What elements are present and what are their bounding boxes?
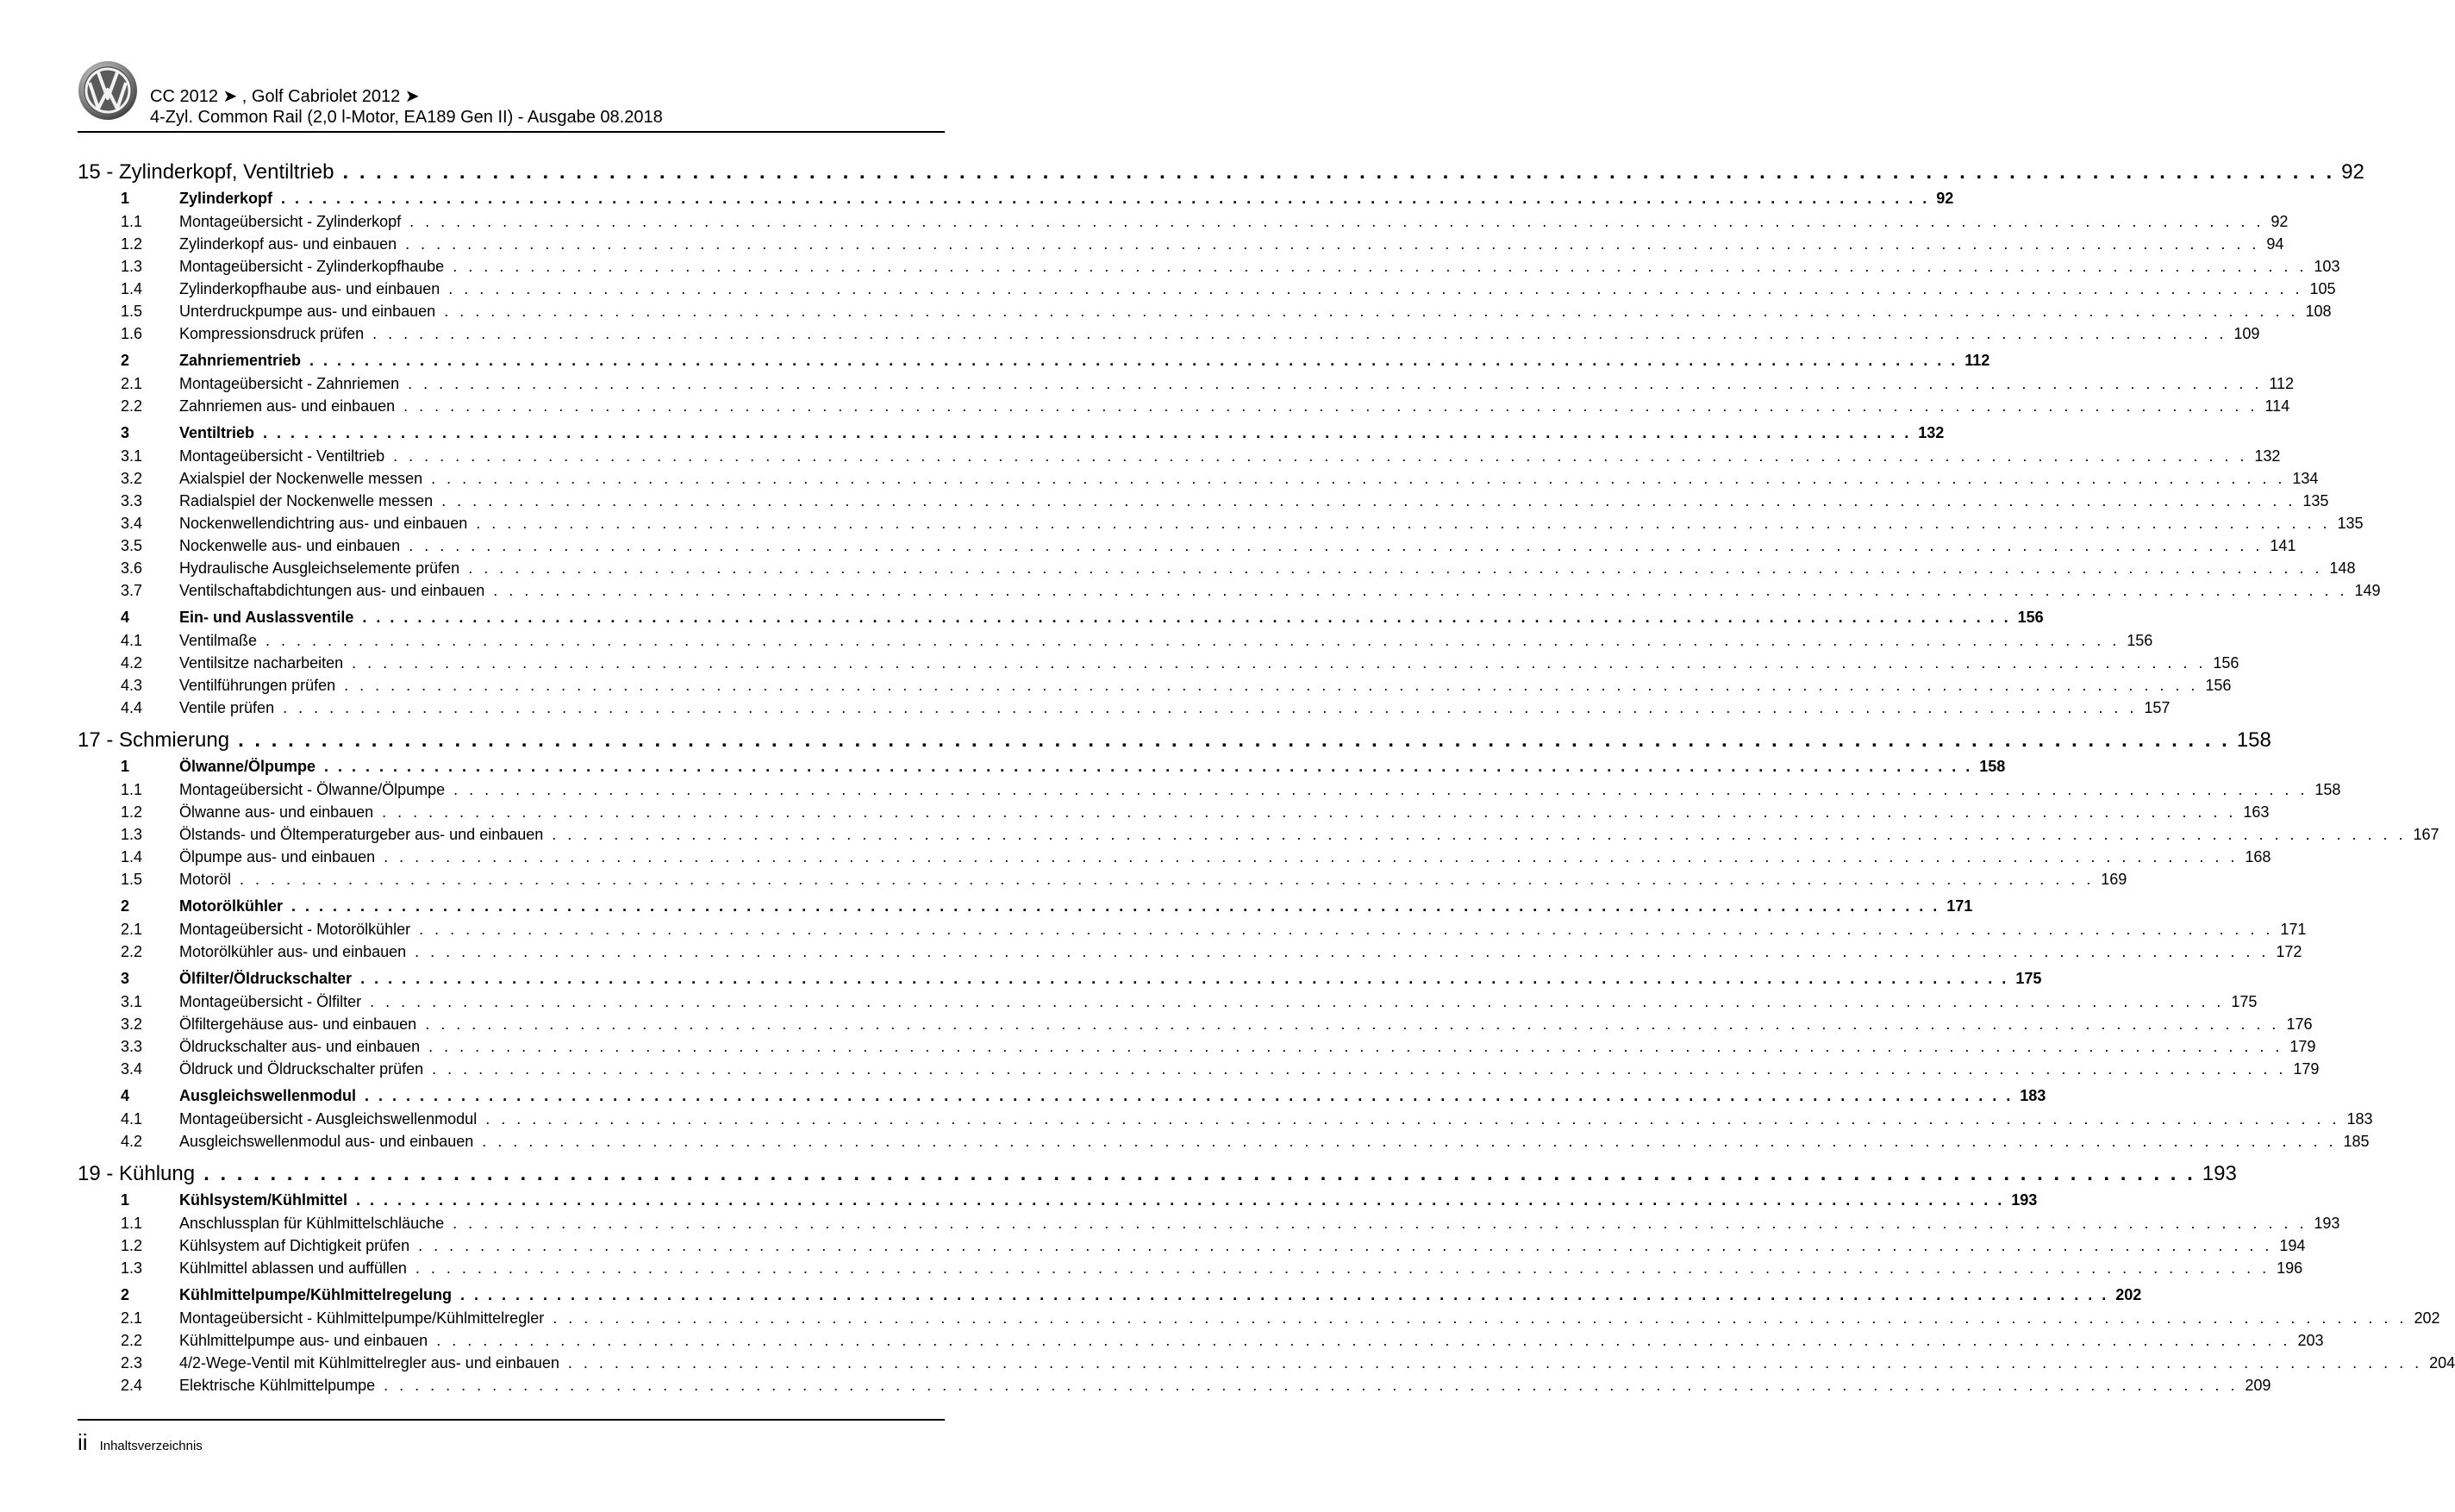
toc-page-number: 202 [2414, 1309, 2440, 1327]
toc-title: Motorölkühler aus- und einbauen [179, 943, 407, 960]
toc-page-number: 157 [2144, 699, 2171, 716]
toc-number: 3.2 [121, 470, 143, 487]
toc-title: Radialspiel der Nockenwelle messen [179, 492, 434, 509]
toc-title: Zylinderkopfhaube aus- und einbauen [179, 280, 440, 297]
document-header [150, 86, 663, 128]
toc-dot-leader: . . . . . . . . . . . . . . . . . . . . . . . . . . . . . . . . . . . . . . . . . . . . . . . . . . . . . . . . . . . . . . . . . . . . . . . . . . . . . . . . . . . . . . . . . . . . . . . . . . . . . . . . . . . . . . . . . . . . . . . . [409, 213, 2264, 230]
toc-entry[interactable] [78, 375, 2295, 397]
toc-entry[interactable] [78, 677, 2232, 699]
toc-dot-leader: . . . . . . . . . . . . . . . . . . . . . . . . . . . . . . . . . . . . . . . . . . . . . . . . . . . . . . . . . . . . . . . . . . . . . . . . . . . . . . . . . . . . . . . . . . . . . . . . . . . . . . . . . . . . . . . . . . . . . . . . [415, 943, 2270, 960]
toc-number: 3.7 [121, 582, 143, 599]
toc-title: Hydraulische Ausgleichselemente prüfen [179, 559, 460, 577]
toc-entry[interactable] [78, 258, 2340, 280]
toc-page-number: 168 [2245, 848, 2271, 865]
vw-logo-icon [78, 60, 138, 121]
toc-dot-leader: . . . . . . . . . . . . . . . . . . . . . . . . . . . . . . . . . . . . . . . . . . . . . . . . . . . . . . . . . . . . . . . . . . . . . . . . . . . . . . . . . . . . . . . . . . . . . . . . . . . . . . . . . . . . . . . . . . . . . . . . [419, 921, 2274, 938]
toc-dot-leader: . . . . . . . . . . . . . . . . . . . . . . . . . . . . . . . . . . . . . . . . . . . . . . . . . . . . . . . . . . . . . . . . . . . . . . . . . . . . . . . . . . . . . . . . . . . . . . . . . . . . . . . . . . . . . . . . . . . . . . . . [453, 1215, 2308, 1232]
toc-entry[interactable] [78, 280, 2336, 303]
toc-dot-leader: . . . . . . . . . . . . . . . . . . . . . . . . . . . . . . . . . . . . . . . . . . . . . . . . . . . . . . . . . . . . . . . . . . . . . . . . . . . . . . . . . . . . . . . . . . . . . . . . . . . . . . . . . . . . . . . . . . . . . . . . [415, 1259, 2271, 1277]
toc-title: 19 - Kühlung [78, 1162, 196, 1185]
toc-number: 3.3 [121, 1038, 143, 1055]
toc-entry[interactable] [78, 1015, 2313, 1038]
toc-number: 1.1 [121, 213, 143, 230]
toc-title: Zylinderkopf aus- und einbauen [179, 235, 397, 253]
toc-title: Elektrische Kühlmittelpumpe [179, 1377, 376, 1394]
toc-entry[interactable] [78, 1377, 2271, 1399]
toc-number: 2 [121, 1286, 130, 1303]
toc-title: Axialspiel der Nockenwelle messen [179, 470, 423, 487]
toc-number: 2.2 [121, 1332, 143, 1349]
toc-number: 2.2 [121, 943, 143, 960]
toc-dot-leader: . . . . . . . . . . . . . . . . . . . . . . . . . . . . . . . . . . . . . . . . . . . . . . . . . . . . . . . . . . . . . . . . . . . . . . . . . . . . . . . . . . . . . . . . . . . . . . . . . . . . . . . . . . . . . . . . . . . . . . . . [360, 970, 2009, 987]
toc-number: 3 [121, 424, 130, 441]
toc-entry[interactable] [78, 397, 2290, 420]
toc-number: 1.2 [121, 803, 143, 821]
toc-dot-leader: . . . . . . . . . . . . . . . . . . . . . . . . . . . . . . . . . . . . . . . . . . . . . . . . . . . . . . . . . . . . . . . . . . . . . . . . . . . . . . . . . . . . . . . . . . . . . . . . . . . . . . . . . . . . . . . . . . . . . . . . [344, 677, 2199, 694]
toc-number: 2 [121, 897, 130, 915]
toc-dot-leader: . . . . . . . . . . . . . . . . . . . . . . . . . . . . . . . . . . . . . . . . . . . . . . . . . . . . . . . . . . . . . . . . . . . . . . . . . . . . . . . . . . . . . . . . . . . . . . . . . . . . . . . . . . . . . . . . . . . . . . . . [485, 1110, 2340, 1128]
toc-dot-leader: . . . . . . . . . . . . . . . . . . . . . . . . . . . . . . . . . . . . . . . . . . . . . . . . . . . . . . . . . . . . . . . . . . . . . . . . . . . . . . . . . . . . . . . . . . . . . . . . . . . . . . . . . . . . . . . . . . . . . . . . [476, 515, 2331, 532]
toc-number: 3.4 [121, 515, 143, 532]
toc-title: Ventile prüfen [179, 699, 275, 716]
toc-entry[interactable] [78, 993, 2258, 1015]
toc-dot-leader: . . . . . . . . . . . . . . . . . . . . . . . . . . . . . . . . . . . . . . . . . . . . . . . . . . . . . . . . . . . . . . . . . . . . . . . . . . . . . . . . . . . . . . . . . . . . . . . . . . . . . . . . . . . . . . . . . . . . . . . . [356, 1191, 2005, 1209]
toc-number: 1.3 [121, 826, 143, 843]
toc-page-number: 114 [2264, 397, 2290, 415]
toc-dot-leader: . . . . . . . . . . . . . . . . . . . . . . . . . . . . . . . . . . . . . . . . . . . . . . . . . . . . . . . . . . . . . . . . . . . . . . . . . . . . . . . . . . . . . . . . . . . . . . . . . . . . . . . . . . . . . . . . . . . . . . . . [365, 1087, 2014, 1104]
toc-entry[interactable] [78, 1332, 2324, 1354]
toc-dot-leader: . . . . . . . . . . . . . . . . . . . . . . . . . . . . . . . . . . . . . . . . . . . . . . . . . . . . . . . . . . . . . . . . . . . . . . . . . . . . . . . . . . . . . . . . . . . . . . . . . . . . . . . . . . . . . . . . . . . . . . . . [448, 280, 2303, 297]
toc-page-number: 193 [2314, 1215, 2340, 1232]
toc-dot-leader: . . . . . . . . . . . . . . . . . . . . . . . . . . . . . . . . . . . . . . . . . . . . . . . . . . . . . . . . . . . . . . . . . . . . . . . . . . . . . . . . . . . . . . . . . . . . . . . . . . . . . . . . . . . . . . . . . . . . . . . . [362, 609, 2011, 626]
toc-title: Ausgleichswellenmodul aus- und einbauen [179, 1133, 474, 1150]
toc-number: 1 [121, 758, 130, 775]
toc-title: Ölstands- und Öltemperaturgeber aus- und einbauen [179, 826, 544, 843]
toc-page-number: 193 [2011, 1191, 2038, 1209]
toc-entry[interactable] [78, 303, 2332, 325]
toc-chapter[interactable] [78, 160, 2364, 190]
toc-number: 1.6 [121, 325, 143, 342]
toc-entry[interactable] [78, 537, 2296, 559]
toc-entry[interactable] [78, 235, 2284, 258]
toc-page-number: 194 [2279, 1237, 2306, 1254]
toc-section[interactable] [78, 1286, 2142, 1309]
toc-entry[interactable] [78, 871, 2127, 893]
toc-page-number: 203 [2297, 1332, 2324, 1349]
toc-number: 1.1 [121, 781, 143, 798]
toc-page-number: 158 [2236, 728, 2271, 752]
toc-entry[interactable] [78, 1237, 2306, 1259]
toc-entry[interactable] [78, 803, 2270, 826]
toc-entry[interactable] [78, 1215, 2340, 1237]
toc-page-number: 156 [2213, 654, 2239, 672]
toc-title: Kühlmittelpumpe/Kühlmittelregelung [179, 1286, 453, 1303]
toc-number: 2.4 [121, 1377, 143, 1394]
toc-title: Öldruck und Öldruckschalter prüfen [179, 1060, 424, 1078]
footer-label: Inhaltsverzeichnis [99, 1439, 203, 1453]
toc-page-number: 196 [2277, 1259, 2303, 1277]
toc-page-number: 183 [2020, 1087, 2046, 1104]
footer-divider [78, 1419, 945, 1421]
toc-dot-leader: . . . . . . . . . . . . . . . . . . . . . . . . . . . . . . . . . . . . . . . . . . . . . . . . . . . . . . . . . . . . . . . . . . . . . . . . . . . . . . . . . . . . . . . . . . . . . . . . . . . . . . . . . . . . . . . . . . . . . . . . [384, 1377, 2239, 1394]
toc-page-number: 94 [2266, 235, 2284, 253]
toc-number: 1.3 [121, 258, 143, 275]
toc-page-number: 183 [2346, 1110, 2373, 1128]
toc-page-number: 179 [2293, 1060, 2320, 1078]
toc-dot-leader: . . . . . . . . . . . . . . . . . . . . . . . . . . . . . . . . . . . . . . . . . . . . . . . . . . . . . . . . . . . . . . . . . . . . . . . . . . . . . . . . . . . . . . . . . . . . . . . . . . . . . . . . . . . . . . . . . . . . . . . . [468, 559, 2323, 577]
toc-number: 3.6 [121, 559, 143, 577]
toc-entry[interactable] [78, 470, 2319, 492]
toc-number: 2.1 [121, 375, 143, 392]
toc-entry[interactable] [78, 515, 2364, 537]
toc-number: 1.5 [121, 871, 143, 888]
toc-dot-leader: . . . . . . . . . . . . . . . . . . . . . . . . . . . . . . . . . . . . . . . . . . . . . . . . . . . . . . . . . . . . . . . . . . . . . . . . . . . . . . . . . . . . . . . . . . . . . . . . . . . . . . . . . . . . . . . . . . . . . . . . [403, 397, 2258, 415]
toc-number: 4 [121, 1087, 130, 1104]
toc-entry[interactable] [78, 943, 2302, 965]
toc-section[interactable] [78, 1087, 2046, 1110]
toc-entry[interactable] [78, 213, 2289, 235]
toc-number: 2 [121, 352, 130, 369]
toc-title: Montageübersicht - Kühlmittelpumpe/Kühlmittelregler [179, 1309, 545, 1327]
toc-number: 1 [121, 190, 130, 207]
toc-number: 3.1 [121, 447, 143, 465]
toc-title: Motoröl [179, 871, 232, 888]
toc-title: Montageübersicht - Ölwanne/Ölpumpe [179, 781, 446, 798]
toc-title: Ventiltrieb [179, 424, 255, 441]
toc-entry[interactable] [78, 921, 2307, 943]
toc-dot-leader: . . . . . . . . . . . . . . . . . . . . . . . . . . . . . . . . . . . . . . . . . . . . . . . . . . . . . . . . . . . . . . . . . . . . . . . . . . . . . . . . . . . . . . . . . . . . . . . . . . . . . . . . . . . . . . . . . . . . . . . . [441, 492, 2296, 509]
toc-title: Ausgleichswellenmodul [179, 1087, 357, 1104]
toc-page-number: 167 [2413, 826, 2439, 843]
toc-title: Kühlsystem/Kühlmittel [179, 1191, 348, 1209]
toc-dot-leader: . . . . . . . . . . . . . . . . . . . . . . . . . . . . . . . . . . . . . . . . . . . . . . . . . . . . . . . . . . . . . . . . . . . . . . . . . . . . . . . . . . . . . . . . . . . . . . . . . . . . . . . . . . . . . . . . . . . . . . . . [372, 325, 2227, 342]
toc-page-number: 105 [2309, 280, 2336, 297]
toc-dot-leader: . . . . . . . . . . . . . . . . . . . . . . . . . . . . . . . . . . . . . . . . . . . . . . . . . . . . . . . . . . . . . . . . . . . . . . . . . . . . . . . . . . . . . . . . . . . . . . . . . . . . . . . . . . . . . . . . . . . . . . . . [431, 470, 2286, 487]
toc-page-number: 179 [2289, 1038, 2316, 1055]
toc-number: 2.1 [121, 921, 143, 938]
toc-dot-leader: . . . . . . . . . . . . . . . . . . . . . . . . . . . . . . . . . . . . . . . . . . . . . . . . . . . . . . . . . . . . . . . . . . . . . . . . . . . . . . . . . . . . . . . . . . . . . . . . . . . . . . . . . . . . . . . . . . . . . . . . [408, 375, 2263, 392]
toc-page-number: 141 [2270, 537, 2296, 554]
toc-number: 4.1 [121, 1110, 143, 1128]
toc-title: 4/2-Wege-Ventil mit Kühlmittelregler aus- und einbauen [179, 1354, 559, 1371]
toc-dot-leader: . . . . . . . . . . . . . . . . . . . . . . . . . . . . . . . . . . . . . . . . . . . . . . . . . . . . . . . . . . . . . . . . . . . . . . . . . . . . . . . . . . . . . . . . . . . . . . . . . . . . . . . . . . . . . . . . . . . . . . . . [418, 1237, 2273, 1254]
toc-page-number: 112 [1965, 352, 1990, 369]
toc-number: 3.4 [121, 1060, 143, 1078]
page-footer [78, 1429, 203, 1456]
toc-page-number: 132 [1918, 424, 1945, 441]
toc-page-number: 175 [2015, 970, 2042, 987]
toc-number: 4.4 [121, 699, 143, 716]
header-divider [78, 131, 945, 133]
toc-page-number: 92 [1936, 190, 1954, 207]
toc-section[interactable] [78, 190, 1954, 213]
toc-number: 3.2 [121, 1015, 143, 1033]
toc-dot-leader: . . . . . . . . . . . . . . . . . . . . . . . . . . . . . . . . . . . . . . . . . . . . . . . . . . . . . . . . . . . . . . . . . . . . . . . . . . . . . . . . . . . . . . . . . . . . . . . . . . . . . . . . . . . . . . . . . . . . . . . . [425, 1015, 2280, 1033]
toc-page-number: 185 [2343, 1133, 2370, 1150]
toc-number: 1 [121, 1191, 130, 1209]
toc-number: 1.2 [121, 235, 143, 253]
toc-dot-leader: . . . . . . . . . . . . . . . . . . . . . . . . . . . . . . . . . . . . . . . . . . . . . . . . . . . . . . . . . . . . . . . . . . . . . . . . . . . . . . . . . . . . . . . . . . . . . . . . . . . . . . . . . . . . . . . . . . . . . . . . [370, 993, 2225, 1010]
toc-dot-leader: . . . . . . . . . . . . . . . . . . . . . . . . . . . . . . . . . . . . . . . . . . . . . . . . . . . . . . . . . . . . . . . . . . . . . . . . . . . . . . . . . . . . . . . . . . . . . . . . . . . . . . . . . . . . . . . . . . . . . . . . [342, 160, 2335, 184]
chapter-spacer [78, 1155, 945, 1162]
toc-number: 1.2 [121, 1237, 143, 1254]
toc-entry[interactable] [78, 781, 2341, 803]
toc-entry[interactable] [78, 582, 2381, 604]
toc-dot-leader: . . . . . . . . . . . . . . . . . . . . . . . . . . . . . . . . . . . . . . . . . . . . . . . . . . . . . . . . . . . . . . . . . . . . . . . . . . . . . . . . . . . . . . . . . . . . . . . . . . . . . . . . . . . . . . . . . . . . . . . . [324, 758, 1973, 775]
toc-page-number: 134 [2292, 470, 2319, 487]
toc-dot-leader: . . . . . . . . . . . . . . . . . . . . . . . . . . . . . . . . . . . . . . . . . . . . . . . . . . . . . . . . . . . . . . . . . . . . . . . . . . . . . . . . . . . . . . . . . . . . . . . . . . . . . . . . . . . . . . . . . . . . . . . . [265, 632, 2121, 649]
toc-dot-leader: . . . . . . . . . . . . . . . . . . . . . . . . . . . . . . . . . . . . . . . . . . . . . . . . . . . . . . . . . . . . . . . . . . . . . . . . . . . . . . . . . . . . . . . . . . . . . . . . . . . . . . . . . . . . . . . . . . . . . . . . [352, 654, 2207, 672]
header-engine-line: 4-Zyl. Common Rail (2,0 l-Motor, EA189 Gen II) - Ausgabe 08.2018 [150, 108, 663, 127]
toc-number: 3.5 [121, 537, 143, 554]
toc-dot-leader: . . . . . . . . . . . . . . . . . . . . . . . . . . . . . . . . . . . . . . . . . . . . . . . . . . . . . . . . . . . . . . . . . . . . . . . . . . . . . . . . . . . . . . . . . . . . . . . . . . . . . . . . . . . . . . . . . . . . . . . . [238, 728, 2230, 752]
toc-page-number: 156 [2205, 677, 2232, 694]
toc-title: Kühlmittel ablassen und auffüllen [179, 1259, 407, 1277]
toc-title: Ölwanne aus- und einbauen [179, 803, 374, 821]
toc-page-number: 135 [2337, 515, 2364, 532]
toc-title: Motorölkühler [179, 897, 283, 915]
toc-dot-leader: . . . . . . . . . . . . . . . . . . . . . . . . . . . . . . . . . . . . . . . . . . . . . . . . . . . . . . . . . . . . . . . . . . . . . . . . . . . . . . . . . . . . . . . . . . . . . . . . . . . . . . . . . . . . . . . . . . . . . . . . [553, 1309, 2408, 1327]
toc-title: Kühlmittelpumpe aus- und einbauen [179, 1332, 428, 1349]
toc-entry[interactable] [78, 325, 2260, 347]
toc-page-number: 169 [2101, 871, 2127, 888]
toc-number: 4.2 [121, 1133, 143, 1150]
toc-page-number: 171 [1946, 897, 1973, 915]
toc-entry[interactable] [78, 826, 2439, 848]
toc-dot-leader: . . . . . . . . . . . . . . . . . . . . . . . . . . . . . . . . . . . . . . . . . . . . . . . . . . . . . . . . . . . . . . . . . . . . . . . . . . . . . . . . . . . . . . . . . . . . . . . . . . . . . . . . . . . . . . . . . . . . . . . . [240, 871, 2095, 888]
toc-entry[interactable] [78, 1309, 2440, 1332]
toc-dot-leader: . . . . . . . . . . . . . . . . . . . . . . . . . . . . . . . . . . . . . . . . . . . . . . . . . . . . . . . . . . . . . . . . . . . . . . . . . . . . . . . . . . . . . . . . . . . . . . . . . . . . . . . . . . . . . . . . . . . . . . . . [203, 1162, 2196, 1185]
toc-entry[interactable] [78, 447, 2281, 470]
toc-title: Montageübersicht - Zylinderkopfhaube [179, 258, 445, 275]
toc-title: Ölwanne/Ölpumpe [179, 758, 316, 775]
toc-entry[interactable] [78, 654, 2239, 677]
toc-page-number: 109 [2233, 325, 2260, 342]
toc-dot-leader: . . . . . . . . . . . . . . . . . . . . . . . . . . . . . . . . . . . . . . . . . . . . . . . . . . . . . . . . . . . . . . . . . . . . . . . . . . . . . . . . . . . . . . . . . . . . . . . . . . . . . . . . . . . . . . . . . . . . . . . . [393, 447, 2248, 465]
toc-title: Zahnriementrieb [179, 352, 302, 369]
toc-page-number: 149 [2354, 582, 2381, 599]
toc-title: Zahnriemen aus- und einbauen [179, 397, 396, 415]
toc-page-number: 108 [2305, 303, 2332, 320]
toc-page-number: 175 [2231, 993, 2258, 1010]
toc-title: Unterdruckpumpe aus- und einbauen [179, 303, 436, 320]
toc-title: Ein- und Auslassventile [179, 609, 354, 626]
toc-chapter[interactable] [78, 728, 2271, 758]
toc-section[interactable] [78, 1191, 2038, 1215]
toc-page-number: 209 [2245, 1377, 2271, 1394]
toc-entry[interactable] [78, 699, 2171, 722]
toc-page-number: 172 [2276, 943, 2302, 960]
toc-page-number: 156 [2127, 632, 2153, 649]
toc-dot-leader: . . . . . . . . . . . . . . . . . . . . . . . . . . . . . . . . . . . . . . . . . . . . . . . . . . . . . . . . . . . . . . . . . . . . . . . . . . . . . . . . . . . . . . . . . . . . . . . . . . . . . . . . . . . . . . . . . . . . . . . . [482, 1133, 2337, 1150]
toc-dot-leader: . . . . . . . . . . . . . . . . . . . . . . . . . . . . . . . . . . . . . . . . . . . . . . . . . . . . . . . . . . . . . . . . . . . . . . . . . . . . . . . . . . . . . . . . . . . . . . . . . . . . . . . . . . . . . . . . . . . . . . . . [283, 699, 2138, 716]
toc-page-number: 92 [2271, 213, 2289, 230]
toc-number: 3 [121, 970, 130, 987]
toc-dot-leader: . . . . . . . . . . . . . . . . . . . . . . . . . . . . . . . . . . . . . . . . . . . . . . . . . . . . . . . . . . . . . . . . . . . . . . . . . . . . . . . . . . . . . . . . . . . . . . . . . . . . . . . . . . . . . . . . . . . . . . . . [432, 1060, 2287, 1078]
toc-section[interactable] [78, 970, 2042, 993]
toc-dot-leader: . . . . . . . . . . . . . . . . . . . . . . . . . . . . . . . . . . . . . . . . . . . . . . . . . . . . . . . . . . . . . . . . . . . . . . . . . . . . . . . . . . . . . . . . . . . . . . . . . . . . . . . . . . . . . . . . . . . . . . . . [281, 190, 1930, 207]
toc-number: 1.3 [121, 1259, 143, 1277]
toc-number: 1.1 [121, 1215, 143, 1232]
toc-number: 2.3 [121, 1354, 143, 1371]
toc-entry[interactable] [78, 492, 2329, 515]
toc-dot-leader: . . . . . . . . . . . . . . . . . . . . . . . . . . . . . . . . . . . . . . . . . . . . . . . . . . . . . . . . . . . . . . . . . . . . . . . . . . . . . . . . . . . . . . . . . . . . . . . . . . . . . . . . . . . . . . . . . . . . . . . . [263, 424, 1912, 441]
toc-dot-leader: . . . . . . . . . . . . . . . . . . . . . . . . . . . . . . . . . . . . . . . . . . . . . . . . . . . . . . . . . . . . . . . . . . . . . . . . . . . . . . . . . . . . . . . . . . . . . . . . . . . . . . . . . . . . . . . . . . . . . . . . [493, 582, 2348, 599]
toc-title: Ventilmaße [179, 632, 258, 649]
toc-page-number: 171 [2280, 921, 2307, 938]
toc-title: 17 - Schmierung [78, 728, 230, 752]
toc-page-number: 204 [2429, 1354, 2455, 1371]
toc-section[interactable] [78, 424, 1945, 447]
toc-dot-leader: . . . . . . . . . . . . . . . . . . . . . . . . . . . . . . . . . . . . . . . . . . . . . . . . . . . . . . . . . . . . . . . . . . . . . . . . . . . . . . . . . . . . . . . . . . . . . . . . . . . . . . . . . . . . . . . . . . . . . . . . [405, 235, 2260, 253]
toc-entry[interactable] [78, 1060, 2320, 1083]
toc-dot-leader: . . . . . . . . . . . . . . . . . . . . . . . . . . . . . . . . . . . . . . . . . . . . . . . . . . . . . . . . . . . . . . . . . . . . . . . . . . . . . . . . . . . . . . . . . . . . . . . . . . . . . . . . . . . . . . . . . . . . . . . . [384, 848, 2239, 865]
toc-chapter[interactable] [78, 1162, 2237, 1191]
toc-entry[interactable] [78, 1133, 2370, 1155]
toc-page-number: 156 [2017, 609, 2044, 626]
toc-dot-leader: . . . . . . . . . . . . . . . . . . . . . . . . . . . . . . . . . . . . . . . . . . . . . . . . . . . . . . . . . . . . . . . . . . . . . . . . . . . . . . . . . . . . . . . . . . . . . . . . . . . . . . . . . . . . . . . . . . . . . . . . [291, 897, 1940, 915]
toc-title: Ventilsitze nacharbeiten [179, 654, 344, 672]
toc-entry[interactable] [78, 848, 2271, 871]
header-vehicle-line: CC 2012 ➤ , Golf Cabriolet 2012 ➤ [150, 87, 420, 106]
toc-section[interactable] [78, 609, 2044, 632]
table-of-contents [78, 160, 2455, 1399]
toc-title: Montageübersicht - Motorölkühler [179, 921, 411, 938]
toc-dot-leader: . . . . . . . . . . . . . . . . . . . . . . . . . . . . . . . . . . . . . . . . . . . . . . . . . . . . . . . . . . . . . . . . . . . . . . . . . . . . . . . . . . . . . . . . . . . . . . . . . . . . . . . . . . . . . . . . . . . . . . . . [567, 1354, 2423, 1371]
toc-number: 3.3 [121, 492, 143, 509]
toc-section[interactable] [78, 897, 1973, 921]
toc-entry[interactable] [78, 632, 2153, 654]
toc-dot-leader: . . . . . . . . . . . . . . . . . . . . . . . . . . . . . . . . . . . . . . . . . . . . . . . . . . . . . . . . . . . . . . . . . . . . . . . . . . . . . . . . . . . . . . . . . . . . . . . . . . . . . . . . . . . . . . . . . . . . . . . . [552, 826, 2407, 843]
toc-dot-leader: . . . . . . . . . . . . . . . . . . . . . . . . . . . . . . . . . . . . . . . . . . . . . . . . . . . . . . . . . . . . . . . . . . . . . . . . . . . . . . . . . . . . . . . . . . . . . . . . . . . . . . . . . . . . . . . . . . . . . . . . [309, 352, 1958, 369]
toc-page-number: 202 [2115, 1286, 2142, 1303]
toc-page-number: 135 [2302, 492, 2329, 509]
toc-title: Ventilführungen prüfen [179, 677, 336, 694]
toc-number: 2.2 [121, 397, 143, 415]
toc-number: 4.1 [121, 632, 143, 649]
toc-title: Montageübersicht - Zylinderkopf [179, 213, 402, 230]
toc-title: Ventilschaftabdichtungen aus- und einbauen [179, 582, 485, 599]
toc-number: 4.2 [121, 654, 143, 672]
toc-dot-leader: . . . . . . . . . . . . . . . . . . . . . . . . . . . . . . . . . . . . . . . . . . . . . . . . . . . . . . . . . . . . . . . . . . . . . . . . . . . . . . . . . . . . . . . . . . . . . . . . . . . . . . . . . . . . . . . . . . . . . . . . [453, 258, 2308, 275]
toc-title: Zylinderkopf [179, 190, 273, 207]
toc-title: Öldruckschalter aus- und einbauen [179, 1038, 421, 1055]
toc-page-number: 158 [2314, 781, 2341, 798]
toc-title: Kompressionsdruck prüfen [179, 325, 365, 342]
toc-section[interactable] [78, 352, 1990, 375]
toc-title: Montageübersicht - Ausgleichswellenmodul [179, 1110, 478, 1128]
toc-dot-leader: . . . . . . . . . . . . . . . . . . . . . . . . . . . . . . . . . . . . . . . . . . . . . . . . . . . . . . . . . . . . . . . . . . . . . . . . . . . . . . . . . . . . . . . . . . . . . . . . . . . . . . . . . . . . . . . . . . . . . . . . [453, 781, 2308, 798]
chapter-spacer [78, 722, 945, 728]
toc-page-number: 132 [2254, 447, 2281, 465]
toc-dot-leader: . . . . . . . . . . . . . . . . . . . . . . . . . . . . . . . . . . . . . . . . . . . . . . . . . . . . . . . . . . . . . . . . . . . . . . . . . . . . . . . . . . . . . . . . . . . . . . . . . . . . . . . . . . . . . . . . . . . . . . . . [409, 537, 2264, 554]
toc-number: 1.4 [121, 848, 143, 865]
toc-title: Nockenwelle aus- und einbauen [179, 537, 401, 554]
toc-title: Ölfiltergehäuse aus- und einbauen [179, 1015, 417, 1033]
toc-page-number: 148 [2329, 559, 2356, 577]
toc-number: 4 [121, 609, 130, 626]
toc-page-number: 163 [2243, 803, 2270, 821]
footer-page-number: ii [78, 1429, 88, 1455]
toc-title: Anschlussplan für Kühlmittelschläuche [179, 1215, 445, 1232]
toc-dot-leader: . . . . . . . . . . . . . . . . . . . . . . . . . . . . . . . . . . . . . . . . . . . . . . . . . . . . . . . . . . . . . . . . . . . . . . . . . . . . . . . . . . . . . . . . . . . . . . . . . . . . . . . . . . . . . . . . . . . . . . . . [444, 303, 2299, 320]
toc-entry[interactable] [78, 1038, 2316, 1060]
toc-number: 3.1 [121, 993, 143, 1010]
toc-dot-leader: . . . . . . . . . . . . . . . . . . . . . . . . . . . . . . . . . . . . . . . . . . . . . . . . . . . . . . . . . . . . . . . . . . . . . . . . . . . . . . . . . . . . . . . . . . . . . . . . . . . . . . . . . . . . . . . . . . . . . . . . [382, 803, 2237, 821]
toc-page-number: 176 [2286, 1015, 2313, 1033]
toc-entry[interactable] [78, 559, 2356, 582]
toc-dot-leader: . . . . . . . . . . . . . . . . . . . . . . . . . . . . . . . . . . . . . . . . . . . . . . . . . . . . . . . . . . . . . . . . . . . . . . . . . . . . . . . . . . . . . . . . . . . . . . . . . . . . . . . . . . . . . . . . . . . . . . . . [436, 1332, 2291, 1349]
toc-title: Montageübersicht - Ölfilter [179, 993, 362, 1010]
toc-title: Ölpumpe aus- und einbauen [179, 848, 376, 865]
toc-title: Nockenwellendichtring aus- und einbauen [179, 515, 468, 532]
toc-number: 1.4 [121, 280, 143, 297]
toc-title: Montageübersicht - Zahnriemen [179, 375, 400, 392]
toc-title: Kühlsystem auf Dichtigkeit prüfen [179, 1237, 410, 1254]
toc-title: Ölfilter/Öldruckschalter [179, 970, 353, 987]
toc-title: Montageübersicht - Ventiltrieb [179, 447, 385, 465]
toc-title: 15 - Zylinderkopf, Ventiltrieb [78, 160, 334, 184]
toc-number: 1.5 [121, 303, 143, 320]
toc-number: 4.3 [121, 677, 143, 694]
toc-entry[interactable] [78, 1354, 2455, 1377]
toc-dot-leader: . . . . . . . . . . . . . . . . . . . . . . . . . . . . . . . . . . . . . . . . . . . . . . . . . . . . . . . . . . . . . . . . . . . . . . . . . . . . . . . . . . . . . . . . . . . . . . . . . . . . . . . . . . . . . . . . . . . . . . . . [460, 1286, 2109, 1303]
toc-entry[interactable] [78, 1110, 2373, 1133]
toc-page-number: 193 [2202, 1162, 2237, 1185]
toc-number: 2.1 [121, 1309, 143, 1327]
toc-entry[interactable] [78, 1259, 2303, 1282]
toc-page-number: 158 [1979, 758, 2006, 775]
toc-page-number: 103 [2314, 258, 2340, 275]
toc-section[interactable] [78, 758, 2006, 781]
toc-page-number: 92 [2341, 160, 2364, 184]
toc-dot-leader: . . . . . . . . . . . . . . . . . . . . . . . . . . . . . . . . . . . . . . . . . . . . . . . . . . . . . . . . . . . . . . . . . . . . . . . . . . . . . . . . . . . . . . . . . . . . . . . . . . . . . . . . . . . . . . . . . . . . . . . . [428, 1038, 2283, 1055]
toc-page-number: 112 [2269, 375, 2295, 392]
